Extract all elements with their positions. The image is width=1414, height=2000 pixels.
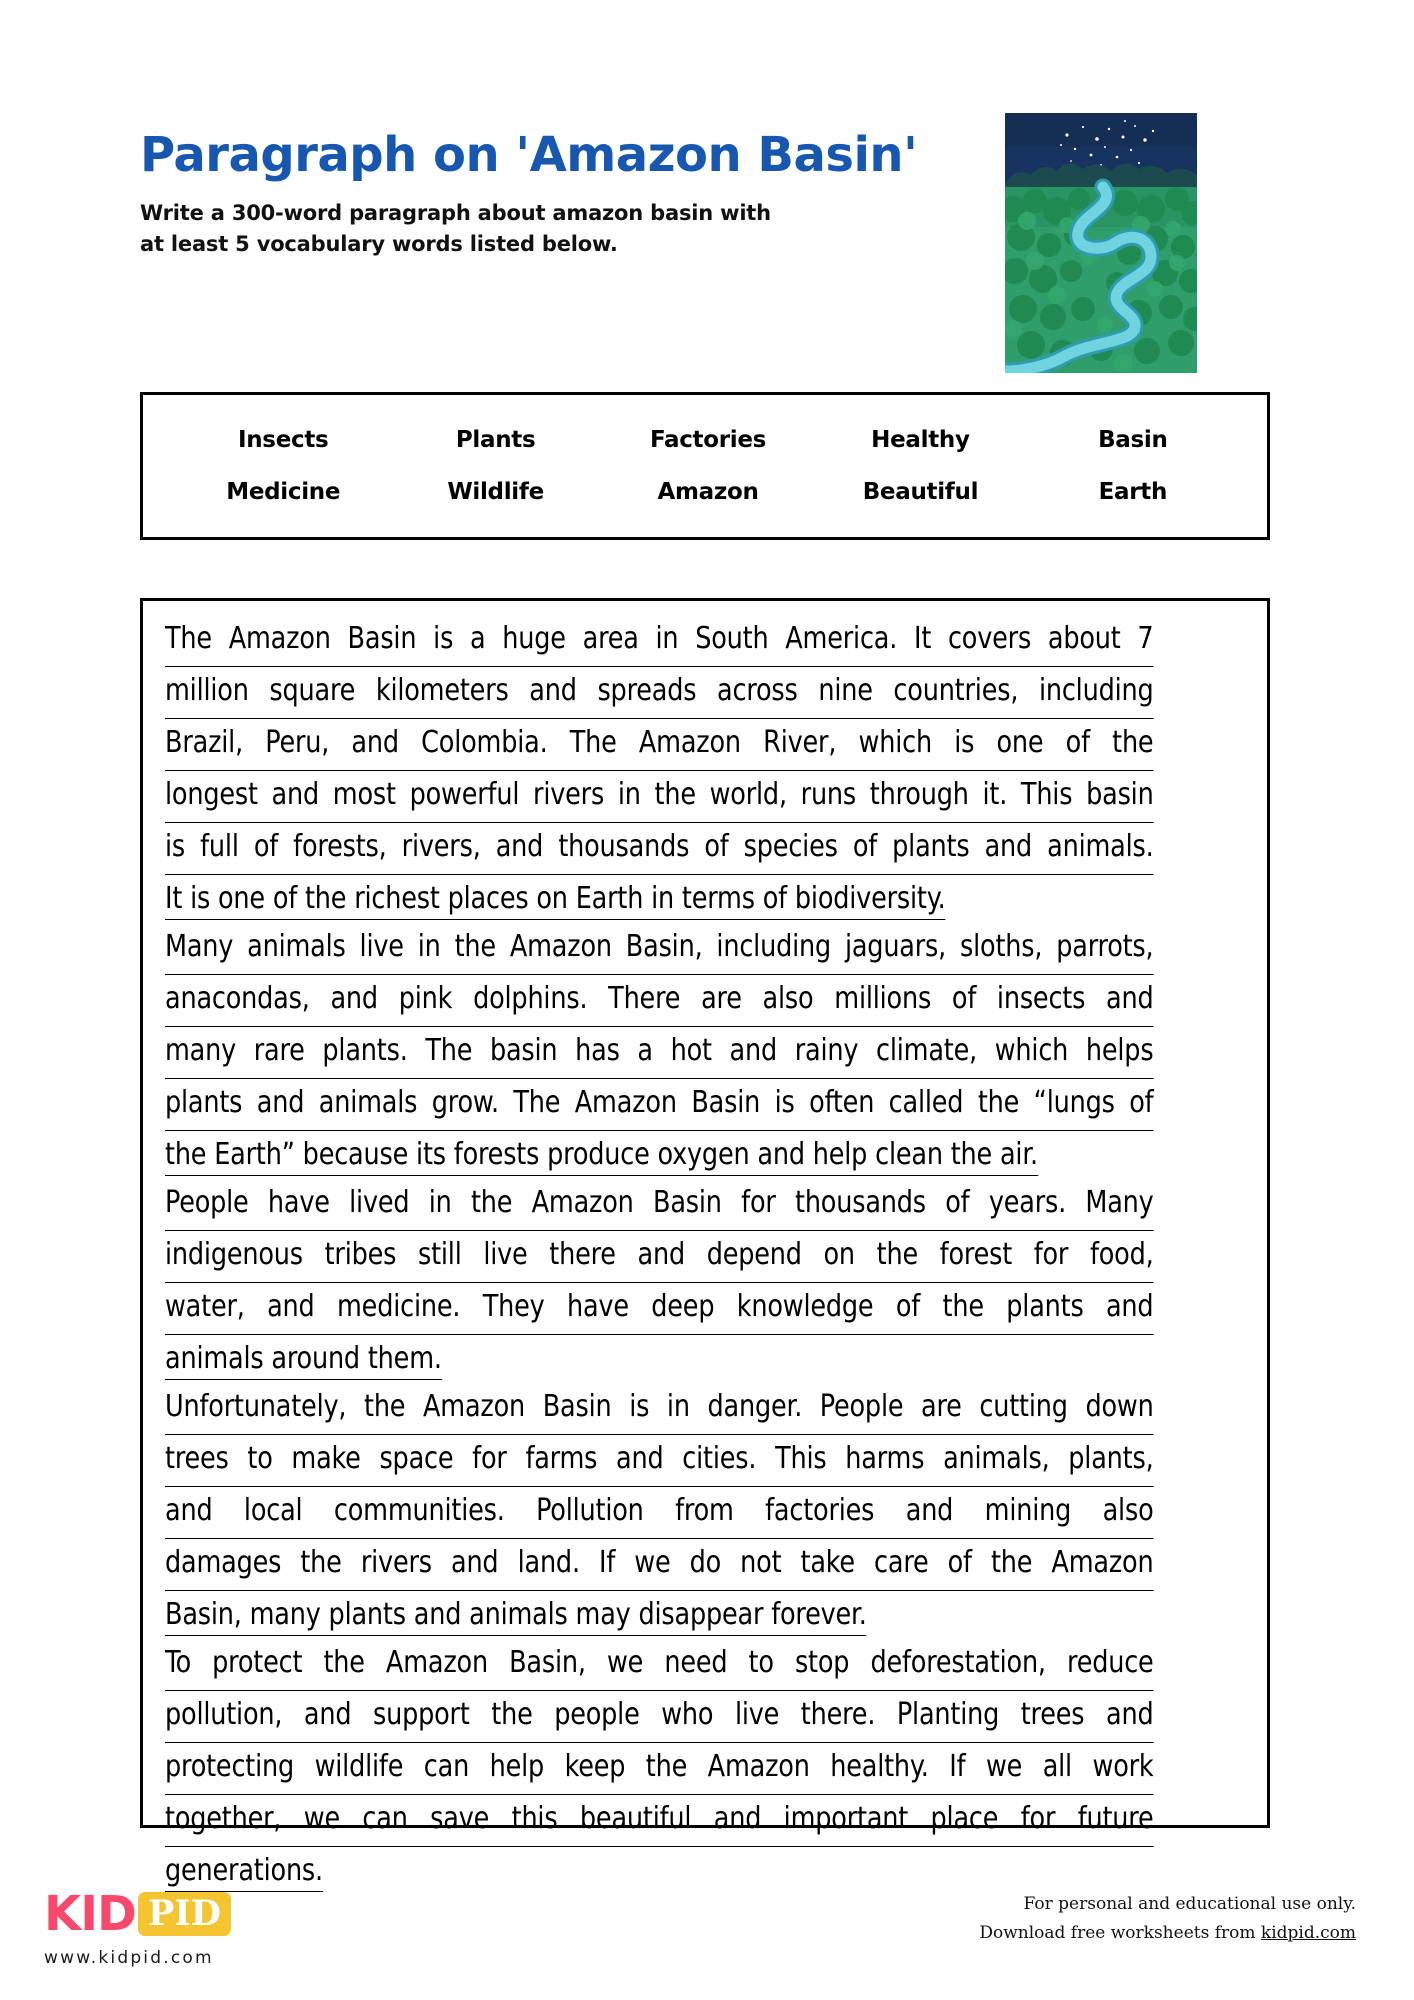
- essay-line: [165, 667, 1171, 719]
- essay-line-text: It is one of the richest places on Earth in terms of biodiversity.: [165, 881, 946, 920]
- essay-line-text: damages the rivers and land. If we do not take care of the Amazon: [165, 1539, 1154, 1591]
- essay-line-text: anacondas, and pink dolphins. There are also millions of insects and: [165, 975, 1154, 1027]
- essay-line: [165, 1487, 1171, 1539]
- vocabulary-word: Beautiful: [862, 479, 979, 505]
- essay-line: [165, 1691, 1171, 1743]
- essay-line-text: longest and most powerful rivers in the world, runs through it. This basin: [165, 771, 1154, 823]
- page-subtitle: [140, 198, 1020, 259]
- page-title: Paragraph on 'Amazon Basin': [140, 127, 918, 183]
- vocabulary-word: Medicine: [226, 479, 341, 505]
- essay-line: [165, 1383, 1171, 1435]
- essay-line-text: protecting wildlife can help keep the Amazon healthy. If we all work: [165, 1743, 1154, 1795]
- essay-line-text: People have lived in the Amazon Basin for thousands of years. Many: [165, 1179, 1154, 1231]
- essay-line-text: Basin, many plants and animals may disappear forever.: [165, 1597, 867, 1636]
- logo-website-url: www.kidpid.com: [44, 1948, 214, 1968]
- essay-line: [165, 615, 1171, 667]
- essay-line-text: Unfortunately, the Amazon Basin is in danger. People are cutting down: [165, 1383, 1154, 1435]
- kidpid-logo: [44, 1888, 374, 1968]
- essay-line: [165, 1795, 1171, 1847]
- essay-line: [165, 1435, 1171, 1487]
- essay-line: [165, 923, 1171, 975]
- vocabulary-word: Amazon: [657, 479, 759, 505]
- header: [140, 127, 1020, 259]
- essay-line-text: together, we can save this beautiful and important place for future: [165, 1795, 1154, 1847]
- essay-line: [165, 1335, 1171, 1383]
- subtitle-line-1: Write a 300-word paragraph about amazon basin with: [140, 201, 771, 226]
- vocabulary-grid: [143, 395, 1267, 537]
- essay-line: [165, 1179, 1171, 1231]
- footer-note-prefix: Download free worksheets from: [979, 1922, 1261, 1943]
- essay-line-text: Brazil, Peru, and Colombia. The Amazon River, which is one of the: [165, 719, 1154, 771]
- essay-answer-box[interactable]: [140, 598, 1270, 1888]
- essay-line-text: the Earth” because its forests produce oxygen and help clean the air.: [165, 1137, 1038, 1176]
- vocabulary-word: Basin: [1098, 427, 1168, 453]
- essay-line-text: animals around them.: [165, 1341, 442, 1380]
- illustration-svg: [1005, 113, 1197, 373]
- logo-row: [44, 1888, 374, 1940]
- vocabulary-word: Insects: [237, 427, 329, 453]
- essay-line: [165, 1743, 1171, 1795]
- essay-line-text: and local communities. Pollution from factories and mining also: [165, 1487, 1154, 1539]
- essay-line: [165, 975, 1171, 1027]
- essay-line: [165, 771, 1171, 823]
- essay-line-text: many rare plants. The basin has a hot and rainy climate, which helps: [165, 1027, 1154, 1079]
- subtitle-line-2: at least 5 vocabulary words listed below.: [140, 231, 618, 256]
- essay-line: [165, 1131, 1171, 1179]
- essay-line-text: To protect the Amazon Basin, we need to stop deforestation, reduce: [165, 1639, 1154, 1691]
- essay-line-text: trees to make space for farms and cities. This harms animals, plants,: [165, 1435, 1154, 1487]
- essay-line: [165, 1027, 1171, 1079]
- vocabulary-word: Plants: [455, 427, 536, 453]
- footer-note-line-1: For personal and educational use only.: [1023, 1894, 1356, 1914]
- essay-line: [165, 1231, 1171, 1283]
- essay-line: [165, 823, 1171, 875]
- essay-line: [165, 1591, 1171, 1639]
- logo-pid-text: PID: [147, 1893, 221, 1934]
- essay-line-text: The Amazon Basin is a huge area in South America. It covers about 7: [165, 615, 1154, 667]
- essay-text: [165, 615, 1247, 1895]
- vocabulary-row: [177, 479, 1239, 505]
- vocabulary-word: Healthy: [871, 427, 970, 453]
- essay-line: [165, 1539, 1171, 1591]
- logo-pid-badge: [138, 1892, 231, 1936]
- essay-line-text: water, and medicine. They have deep knowledge of the plants and: [165, 1283, 1154, 1335]
- essay-line-text: pollution, and support the people who live there. Planting trees and: [165, 1691, 1154, 1743]
- essay-line-text: indigenous tribes still live there and depend on the forest for food,: [165, 1231, 1154, 1283]
- essay-line-text: Many animals live in the Amazon Basin, including jaguars, sloths, parrots,: [165, 923, 1154, 975]
- essay-line: [165, 1283, 1171, 1335]
- essay-line-text: generations.: [165, 1853, 323, 1892]
- essay-line-text: million square kilometers and spreads across nine countries, including: [165, 667, 1154, 719]
- essay-line-text: is full of forests, rivers, and thousands of species of plants and animals.: [165, 823, 1154, 875]
- vocabulary-word: Factories: [649, 427, 767, 453]
- logo-kid-text: KID: [44, 1886, 136, 1942]
- essay-line-text: plants and animals grow. The Amazon Basin is often called the “lungs of: [165, 1079, 1154, 1131]
- amazon-river-rainforest-illustration: [1005, 113, 1197, 373]
- vocabulary-word-bank: [140, 392, 1270, 540]
- essay-line: [165, 1639, 1171, 1691]
- footer-note-line-2: [979, 1919, 1356, 1948]
- vocabulary-row: [177, 427, 1239, 453]
- vocabulary-word: Wildlife: [447, 479, 544, 505]
- vocabulary-word: Earth: [1098, 479, 1168, 505]
- essay-line: [165, 1079, 1171, 1131]
- essay-line: [165, 719, 1171, 771]
- footer-note: [979, 1890, 1356, 1948]
- essay-line: [165, 875, 1171, 923]
- kidpid-link[interactable]: kidpid.com: [1260, 1922, 1356, 1943]
